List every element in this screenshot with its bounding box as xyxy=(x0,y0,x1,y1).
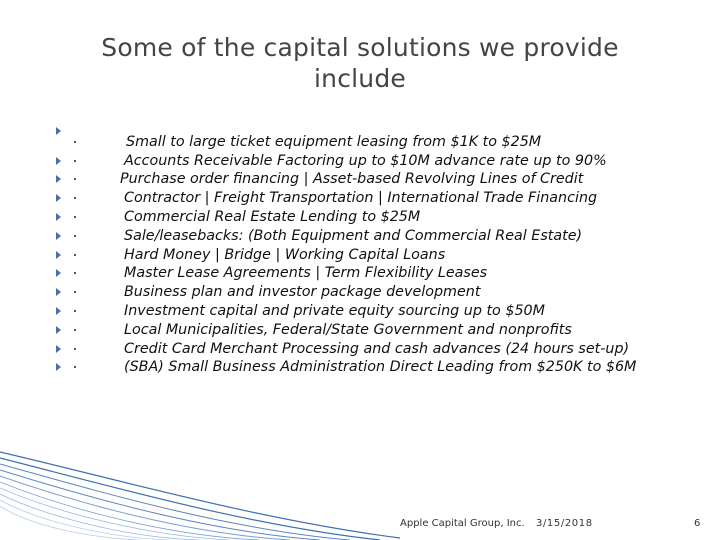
footer-date: 3/15/2018 xyxy=(536,518,593,529)
list-item-text: Investment capital and private equity sourcing up to $50M xyxy=(124,302,545,319)
list-item-text: Master Lease Agreements | Term Flexibility Leases xyxy=(124,265,488,282)
triangle-arrow-icon xyxy=(56,194,61,202)
list-item-text: Credit Card Merchant Processing and cash advances (24 hours set-up) xyxy=(124,340,630,357)
dot-bullet-icon xyxy=(74,178,76,180)
triangle-arrow-icon xyxy=(56,345,61,353)
list-item xyxy=(0,340,720,359)
triangle-arrow-icon xyxy=(56,251,61,259)
bullet-list xyxy=(0,122,720,377)
decorative-wave-lines xyxy=(0,440,720,540)
triangle-arrow-icon xyxy=(56,232,61,240)
footer-company: Apple Capital Group, Inc. xyxy=(400,518,525,529)
dot-bullet-icon xyxy=(74,272,76,274)
list-item-text: Commercial Real Estate Lending to $25M xyxy=(124,208,421,225)
list-item-text: Accounts Receivable Factoring up to $10M advance rate up to 90% xyxy=(124,152,607,169)
list-item-text: Purchase order financing | Asset-based Revolving Lines of Credit xyxy=(120,171,584,188)
list-item xyxy=(0,133,720,152)
dot-bullet-icon xyxy=(74,254,76,256)
dot-bullet-icon xyxy=(74,348,76,350)
list-item-text: Sale/leasebacks: (Both Equipment and Commercial Real Estate) xyxy=(124,227,583,244)
list-item xyxy=(0,227,720,246)
dot-bullet-icon xyxy=(74,197,76,199)
dot-bullet-icon xyxy=(74,366,76,368)
list-item xyxy=(0,208,720,227)
triangle-arrow-icon xyxy=(56,307,61,315)
triangle-arrow-icon xyxy=(56,288,61,296)
triangle-arrow-icon xyxy=(56,269,61,277)
list-item-text: Business plan and investor package development xyxy=(124,284,481,301)
list-item-text: (SBA) Small Business Administration Direct Leading from $250K to $6M xyxy=(124,359,637,376)
list-item-text: Hard Money | Bridge | Working Capital Loans xyxy=(124,246,446,263)
list-item xyxy=(0,358,720,377)
triangle-arrow-icon xyxy=(56,157,61,165)
list-item xyxy=(0,283,720,302)
list-item xyxy=(0,152,720,171)
list-item xyxy=(0,246,720,265)
list-item-text: Small to large ticket equipment leasing from $1K to $25M xyxy=(126,133,542,150)
list-item xyxy=(0,302,720,321)
slide-title-line-1: Some of the capital solutions we provide xyxy=(101,33,619,62)
dot-bullet-icon xyxy=(74,141,76,143)
list-item xyxy=(0,321,720,340)
dot-bullet-icon xyxy=(74,310,76,312)
dot-bullet-icon xyxy=(74,291,76,293)
triangle-arrow-icon xyxy=(56,213,61,221)
list-item-text: Local Municipalities, Federal/State Government and nonprofits xyxy=(124,321,572,338)
list-item xyxy=(0,189,720,208)
dot-bullet-icon xyxy=(74,329,76,331)
slide-title-line-2: include xyxy=(314,64,406,93)
dot-bullet-icon xyxy=(74,216,76,218)
footer-page-number: 6 xyxy=(694,518,701,529)
dot-bullet-icon xyxy=(74,160,76,162)
triangle-arrow-icon xyxy=(56,363,61,371)
list-item xyxy=(0,170,720,189)
triangle-arrow-icon xyxy=(56,175,61,183)
list-item xyxy=(0,264,720,283)
dot-bullet-icon xyxy=(74,235,76,237)
triangle-arrow-icon xyxy=(56,326,61,334)
slide-title xyxy=(60,32,660,94)
list-item-text: Contractor | Freight Transportation | International Trade Financing xyxy=(124,190,598,207)
